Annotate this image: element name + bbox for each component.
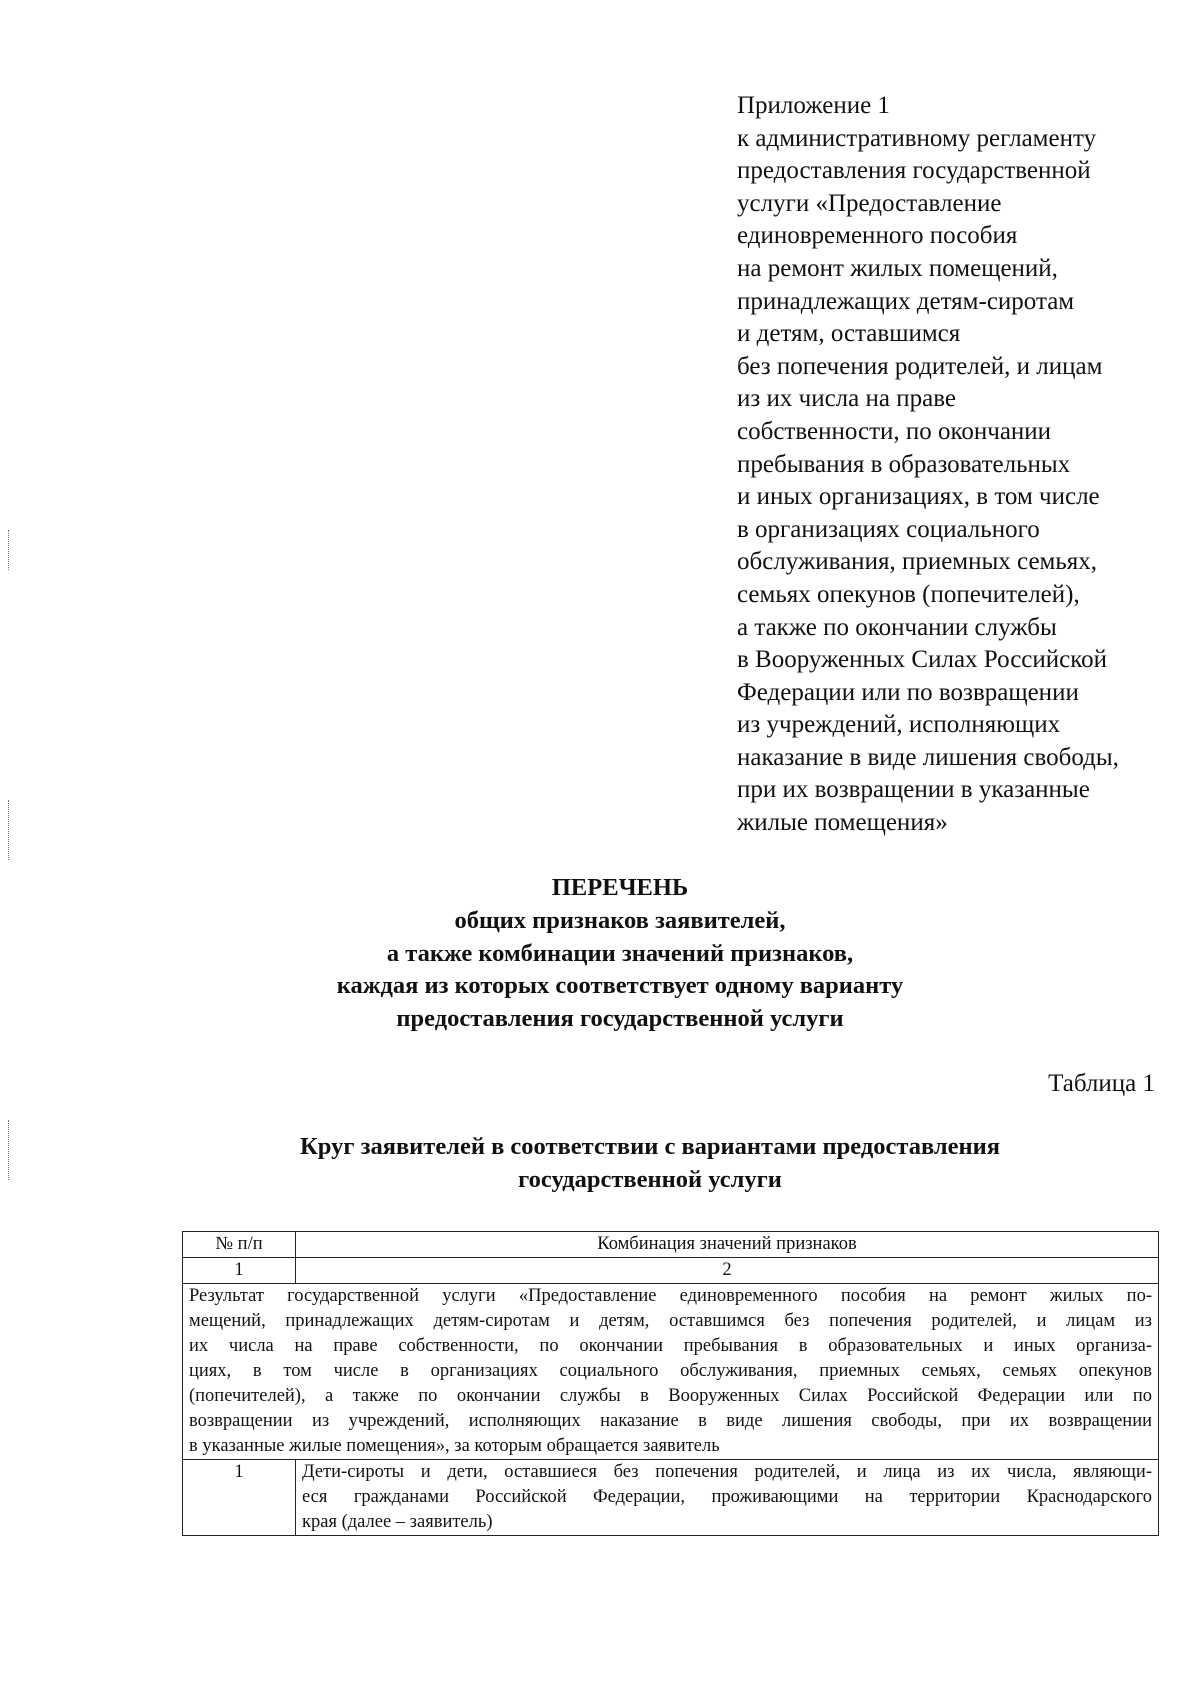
appendix-line: и детям, оставшимся [737,320,961,348]
appendix-line: Приложение 1 [737,92,890,119]
row-line: края (далее – заявитель) [302,1512,493,1532]
appendix-line: наказание в виде лишения свободы, [737,743,1119,771]
title-heading: ПЕРЕЧЕНЬ [551,874,689,901]
appendix-line: семьях опекунов (попечителей), [737,580,1080,608]
document-title [180,872,1060,1036]
result-line: Результат государственной услуги «Предоставление единовременного пособия на ремонт жилых по- [189,1286,1152,1306]
result-line: в указанные жилые помещения», за которым обращается заявитель [189,1436,720,1456]
header-combination: Комбинация значений признаков [296,1232,1159,1258]
table-title [200,1130,1100,1196]
appendix-line: из их числа на праве [737,385,956,413]
result-line: возвращении из учреждений, исполняющих наказание в виде лишения свободы, при их возвращении [189,1411,1152,1431]
table-title-line: Круг заявителей в соответствии с вариантами предоставления [300,1133,1000,1160]
appendix-line: жилые помещения» [737,809,948,837]
row-line: Дети-сироты и дети, оставшиеся без попечения родителей, и лица из их числа, являющи- [302,1462,1152,1482]
table-header-row [183,1232,1159,1258]
scan-artifact [8,800,10,860]
result-line: мещений, принадлежащих детям-сиротам и детям, оставшимся без попечения родителей, и лицам из [189,1311,1152,1331]
appendix-line: пребывания в образовательных [737,450,1071,478]
appendix-line: Федерации или по возвращении [737,678,1079,706]
column-number: 1 [183,1258,296,1284]
appendix-line: обслуживания, приемных семьях, [737,548,1098,576]
result-line: их числа на праве собственности, по окончании пребывания в образовательных и иных организа- [189,1336,1152,1356]
table-label: Таблица 1 [1048,1070,1155,1097]
title-line: каждая из которых соответствует одному варианту [336,972,904,1000]
column-number: 2 [296,1258,1159,1284]
appendix-line: без попечения родителей, и лицам [737,352,1103,380]
appendix-line: на ремонт жилых помещений, [737,254,1058,282]
appendix-line: собственности, по окончании [737,417,1052,445]
title-line: предоставления государственной услуги [396,1005,844,1033]
result-line: циях, в том числе в организациях социального обслуживания, приемных семьях, семьях опекунов [189,1361,1152,1381]
scan-artifact [8,1120,10,1180]
appendix-line: из учреждений, исполняющих [737,711,1061,739]
appendix-line: единовременного пособия [737,222,1018,250]
applicants-table [182,1231,1159,1536]
title-line: общих признаков заявителей, [454,906,786,934]
appendix-line: а также по окончании службы [737,613,1057,641]
table-row [183,1460,1159,1536]
appendix-line: при их возвращении в указанные [737,776,1090,804]
row-number: 1 [183,1460,296,1536]
appendix-line: принадлежащих детям-сиротам [737,287,1075,315]
result-row [183,1284,1159,1460]
appendix-header [737,90,1177,840]
result-description [183,1284,1159,1460]
appendix-line: предоставления государственной [737,157,1091,185]
table-title-line: государственной услуги [518,1166,782,1193]
title-line: а также комбинации значений признаков, [386,939,854,967]
appendix-line: и иных организациях, в том числе [737,483,1100,511]
scan-artifact [8,530,10,570]
header-number: № п/п [183,1232,296,1258]
appendix-line: в Вооруженных Силах Российской [737,646,1107,674]
column-number-row [183,1258,1159,1284]
row-line: еся гражданами Российской Федерации, проживающими на территории Краснодарского [302,1487,1152,1507]
appendix-line: в организациях социального [737,515,1040,543]
result-line: (попечителей), а также по окончании службы в Вооруженных Силах Российской Федерации или по [189,1386,1152,1406]
appendix-line: к административному регламенту [737,124,1097,152]
row-description [296,1460,1159,1536]
appendix-line: услуги «Предоставление [737,189,1002,217]
